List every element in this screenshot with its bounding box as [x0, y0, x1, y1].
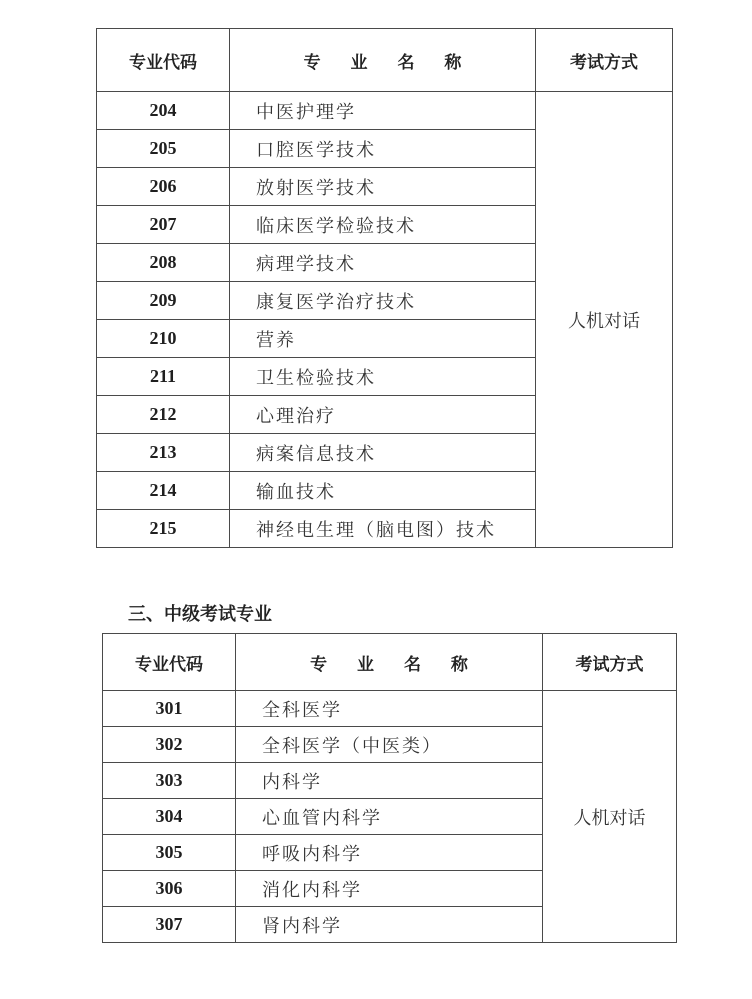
specialty-code: 207 [97, 206, 230, 244]
specialty-name: 心理治疗 [230, 396, 536, 434]
header-mode: 考试方式 [543, 634, 677, 691]
exam-mode: 人机对话 [536, 92, 673, 548]
specialty-name: 呼吸内科学 [236, 835, 543, 871]
specialty-name: 卫生检验技术 [230, 358, 536, 396]
specialty-name: 内科学 [236, 763, 543, 799]
specialty-name: 营养 [230, 320, 536, 358]
specialty-code: 211 [97, 358, 230, 396]
specialty-name: 口腔医学技术 [230, 130, 536, 168]
specialty-name: 病理学技术 [230, 244, 536, 282]
specialty-code: 206 [97, 168, 230, 206]
specialty-code: 307 [103, 907, 236, 943]
specialty-code: 303 [103, 763, 236, 799]
specialty-name: 全科医学（中医类） [236, 727, 543, 763]
specialty-name: 消化内科学 [236, 871, 543, 907]
specialty-code: 306 [103, 871, 236, 907]
specialty-code: 204 [97, 92, 230, 130]
specialty-code: 212 [97, 396, 230, 434]
header-name: 专 业 名 称 [230, 29, 536, 92]
specialty-name: 中医护理学 [230, 92, 536, 130]
specialty-name: 康复医学治疗技术 [230, 282, 536, 320]
specialty-code: 301 [103, 691, 236, 727]
header-mode: 考试方式 [536, 29, 673, 92]
specialty-code: 205 [97, 130, 230, 168]
header-name: 专 业 名 称 [236, 634, 543, 691]
table-row [97, 92, 673, 130]
specialty-code: 304 [103, 799, 236, 835]
specialty-name: 病案信息技术 [230, 434, 536, 472]
specialty-code: 305 [103, 835, 236, 871]
table-body [97, 92, 673, 548]
specialty-name: 神经电生理（脑电图）技术 [230, 510, 536, 548]
specialty-code: 209 [97, 282, 230, 320]
section-heading-intermediate: 三、中级考试专业 [128, 604, 272, 625]
specialty-code: 208 [97, 244, 230, 282]
specialty-code: 210 [97, 320, 230, 358]
specialty-code: 213 [97, 434, 230, 472]
specialty-code: 214 [97, 472, 230, 510]
table-row [103, 691, 677, 727]
specialty-code: 215 [97, 510, 230, 548]
specialty-name: 肾内科学 [236, 907, 543, 943]
specialty-table-primary [96, 28, 673, 548]
specialty-name: 全科医学 [236, 691, 543, 727]
header-code: 专业代码 [103, 634, 236, 691]
table-header-row [103, 634, 677, 691]
specialty-name: 放射医学技术 [230, 168, 536, 206]
specialty-code: 302 [103, 727, 236, 763]
specialty-name: 心血管内科学 [236, 799, 543, 835]
exam-mode: 人机对话 [543, 691, 677, 943]
table-header-row [97, 29, 673, 92]
specialty-name: 输血技术 [230, 472, 536, 510]
table-body [103, 691, 677, 943]
specialty-table-intermediate [102, 633, 677, 943]
specialty-name: 临床医学检验技术 [230, 206, 536, 244]
header-code: 专业代码 [97, 29, 230, 92]
